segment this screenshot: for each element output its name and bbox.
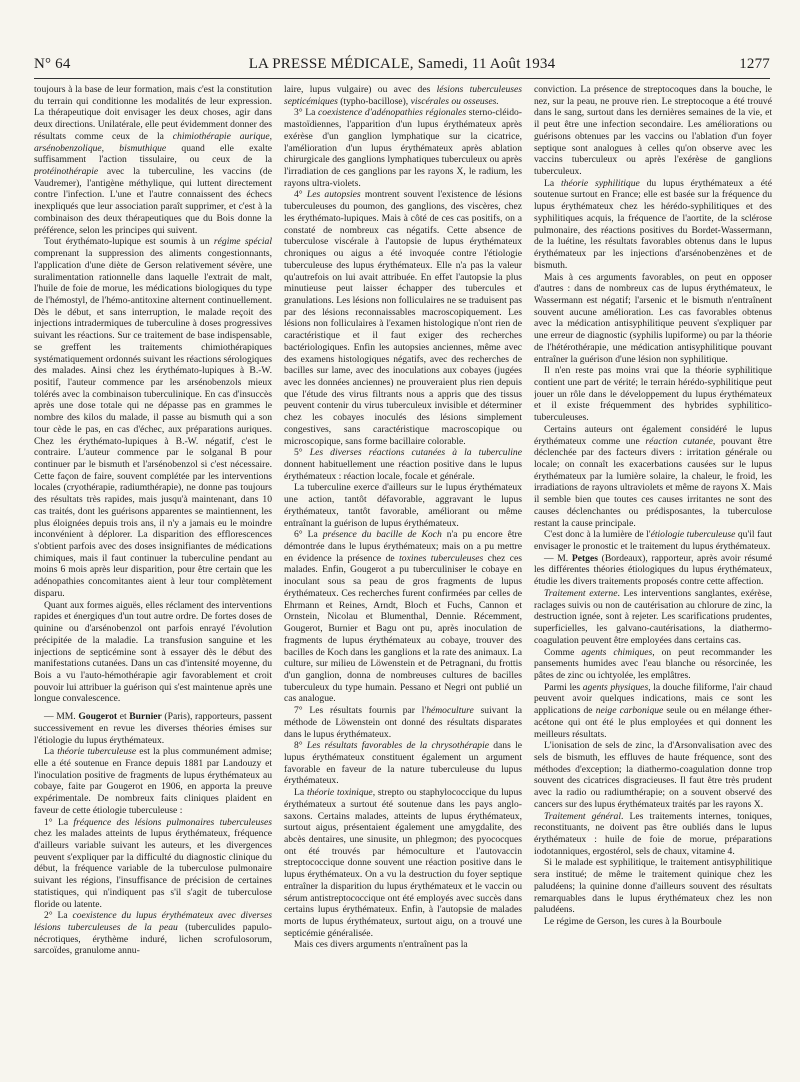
text-run: (Bordeaux), rapporteur, après avoir résumé les différentes théories étiologiques du lupus érythémateux, étudie les divers traitements proposés contre cette affection.	[534, 552, 772, 588]
text-run: Quant aux formes aiguës, elles réclament des interventions rapides et énergiques d'un tout autre ordre. De fortes doses de quinine ou d'arsénobenzol ont parfois enrayé l'évolution précipitée de la maladie. La transfusion sanguine et les injections de septicémine sont à essayer dès le début des manifestations cutanées. Dans un cas d'intensité moyenne, du Bois a vu l'auto-hémothérapie agir favorablement et croit pouvoir lui attribuer la guérison qui s'est maintenue après une longue convalescence.	[34, 599, 272, 705]
text-run: chez les malades atteints de lupus érythémateux, fréquence d'ailleurs variable suivant les auteurs, et les divergences peuvent s'expliquer par la difficulté du diagnostic clinique du début, la fréquence variable de la tuberculose pulmonaire suivant les régions, l'insuffisance de précision de certaines statistiques, qui n'indiquent pas s'il s'agit de tuberculose floride ou latente.	[34, 828, 272, 910]
paragraph	[534, 916, 772, 928]
paragraph	[534, 529, 772, 552]
text-run: 4°	[294, 189, 307, 201]
text-run: seule ou en mélange éther-acétone qui ont été le plus employées et qui donnent les meilleurs résultats.	[534, 705, 772, 740]
paragraph	[534, 740, 772, 810]
italic-text: réaction cutanée	[645, 435, 713, 447]
text-run: n'a pu encore être démontrée dans le lupus érythémateux; mais on a pu mettre en évidence la présence de	[284, 529, 522, 564]
paragraph	[534, 553, 772, 588]
italic-text: Traitement externe	[544, 587, 618, 599]
paragraph	[534, 424, 772, 529]
text-run: , pouvant être déclenchée par des facteurs divers : irritation générale ou locale; on connaît les exacerbations causées sur le lupus érythémateux par la lumière solaire, la chaleur, le froid, les irradiations de rayons ultraviolets et même de rayons X. Mais il semble bien que toutes ces causes irritantes ne sont des causes déclenchantes ou prédisposantes, la tuberculose restant la cause principale.	[534, 435, 772, 529]
italic-text: Les résultats favorables de la chrysothérapie	[306, 740, 490, 752]
text-run: suivant la méthode de Löwenstein ont donné des résultats disparates dans le lupus érythémateux.	[284, 705, 522, 740]
paragraph	[284, 705, 522, 740]
italic-text: protéinothérapie	[34, 166, 99, 178]
text-run: qu'il faut envisager le pronostic et le traitement du lupus érythémateux.	[534, 529, 772, 553]
author-name: Gougerot	[78, 711, 118, 723]
text-run: Comme	[544, 646, 582, 658]
text-run: et	[117, 711, 130, 723]
text-run: 1° La	[44, 816, 74, 828]
text-run: quand elle exalte suffisamment l'action tissulaire, ou ceux de la	[34, 142, 272, 166]
text-run: 8°	[294, 740, 307, 752]
text-run: est la plus communément admise; elle a été soutenue en France depuis 1881 par Landouzy et l'inoculation positive de fragments de lupus érythémateux au cobaye, faite par Gougerot en 1906, en apporta la preuve expérimentale. De nombreux faits cliniques plaident en faveur de cette étiologie tuberculeuse :	[34, 746, 272, 816]
text-columns	[34, 84, 772, 1074]
text-run: Certains auteurs ont également considéré le lupus érythémateux comme une	[534, 423, 772, 447]
text-run: donnent habituellement une réaction positive dans le lupus érythémateux : réaction locale, focale et générale.	[284, 459, 522, 482]
italic-text: lésions tuberculeuses septicémiques	[284, 84, 522, 107]
column-2	[284, 84, 522, 1074]
paragraph	[34, 600, 272, 705]
paragraph	[284, 529, 522, 705]
text-run: (typho-bacillose),	[337, 95, 411, 107]
text-run: du lupus érythémateux a été soutenue surtout en France; elle est basée sur la fréquence du lupus érythémateux chez les hérédo-syphilitiques et des syphilitiques acquis, la fréquence de l'aortite, de la sclérose pulmonaire, des réactions positives du Bordet-Wassermann, de la luétine, les résultats favorables obtenus dans le lupus érythémateux par les injections d'arsénobenzènes et de bismuth.	[534, 177, 772, 271]
italic-text: viscérales ou osseuses.	[410, 95, 499, 107]
text-run: 3° La	[294, 107, 319, 119]
italic-text: théorie syphilitique	[560, 177, 640, 189]
text-run: La tuberculine exerce d'ailleurs sur le lupus érythémateux une action, tantôt défavorable, aggravant le lupus érythémateux, tantôt favorable, améliorant ou même entraînant la guérison de lupus érythémateux.	[284, 482, 522, 529]
text-run: , la douche filiforme, l'air chaud peuvent avoir quelques indications, mais ce sont les applications de	[534, 681, 772, 717]
text-run: toujours à la base de leur formation, mais c'est la constitution du terrain qui conditionne les modalités de leur expression. La thérapeutique doit envisager les deux choses, agir dans deux directions. Unilatérale, elle peut évidemment donner des résultats comme ceux de la	[34, 84, 272, 142]
text-run: dans le lupus érythémateux constituent également un argument favorable en faveur de la nature tuberculeuse du lupus érythémateux.	[284, 740, 522, 787]
text-run: 2° La	[44, 910, 73, 922]
paragraph	[534, 811, 772, 858]
text-run: Si le malade est syphilitique, le traitement antisyphilitique sera institué; de même le traitement quinique chez les paludéens; la quinine donne d'ailleurs souvent des résultats remarquables dans le lupus érythémateux chez les non paludéens.	[534, 857, 772, 916]
text-run: (tuberculides papulo-nécrotiques, érythème induré, lichen scrofulosorum, sarcoïdes, granulome annu-	[34, 922, 272, 957]
paragraph	[534, 365, 772, 424]
paragraph	[34, 236, 272, 599]
page-number: 1277	[739, 56, 770, 72]
paragraph	[34, 817, 272, 911]
italic-text: chimiothérapie aurique, arsénobenzolique, bismuthique	[34, 130, 272, 154]
text-run: C'est donc à la lumière de l'	[544, 529, 651, 541]
text-run: Mais ces divers arguments n'entraînent pas la	[294, 939, 468, 951]
text-run: avec la tuberculine, les vaccins (de Vaudremer), l'antigène méthylique, qui luttent directement contre l'infection. L'une et l'autre connaissent des échecs inexpliqués que leur association paraît supprimer, et c'est à la combinaison des deux thérapeutiques que du Bois donne la préférence, selon les principes qui suivent.	[34, 166, 272, 236]
italic-text: fréquence des lésions pulmonaires tuberculeuses	[73, 816, 272, 828]
author-name: Burnier	[129, 711, 162, 723]
text-run: . Les interventions sanglantes, exérèse, raclages suivis ou non de cautérisation au chlorure de zinc, la destruction ignée, sont à rejeter. Les scarifications prudentes, superficielles, les galvano-cautérisations, la diathermo-coagulation peuvent être employées dans certains cas.	[534, 587, 772, 646]
text-run: . Les traitements internes, toniques, reconstituants, ne doivent pas être oubliés dans le lupus érythémateux : huile de foie de morue, préparations iodotanniques, ergostérol, sels de chaux, vitamine 4.	[534, 810, 772, 857]
text-run: — MM.	[44, 711, 79, 723]
column-3	[534, 84, 772, 1074]
text-run: (Paris), rapporteurs, passent successivement en revue les diverses théories émises sur l'étiologie du lupus érythémateux.	[34, 711, 272, 746]
text-run: Tout érythémato-lupique est soumis à un	[44, 236, 214, 248]
paragraph	[284, 447, 522, 482]
text-run: Parmi les	[544, 681, 583, 693]
text-run: Il n'en reste pas moins vrai que la théorie syphilitique contient une part de vérité; le terrain hérédo-syphilitique peut jouer un rôle dans le développement du lupus érythémateux et il existe fréquemment des hybrides syphilitico-tuberculeuses.	[534, 365, 772, 424]
italic-text: coexistence d'adénopathies régionales	[318, 107, 467, 119]
text-run: 5°	[294, 447, 310, 459]
text-run: 6° La	[294, 529, 323, 541]
italic-text: théorie toxinique	[306, 787, 373, 799]
paragraph	[284, 107, 522, 189]
text-run: , strepto ou staphylococcique du lupus érythémateux a surtout été soutenue dans les pays anglo-saxons. Certains malades, atteints de lupus érythémateux, surtout aigus, présentaient également une amygdalite, des abcès dentaires, une sinusite, un phlegmon; des pyococques ont été trouvés par hémoculture et l'autovaccin streptococcique donne souvent une réaction positive dans le lupus érythémateux. On a vu la destruction du foyer septique entraîner la disparition du lupus érythémateux et le vaccin ou sérum antistreptococcique ont été employés avec succès dans certains lupus érythémateux. Enfin, à l'autopsie de malades morts de lupus érythémateux, surtout aigu, on a trouvé une septicémie généralisée.	[284, 787, 522, 939]
paragraph	[534, 682, 772, 741]
text-run: 7° Les résultats fournis par l'	[294, 705, 427, 717]
italic-text: hémoculture	[426, 705, 474, 717]
paragraph	[284, 740, 522, 787]
italic-text: toxines tuberculeuses	[399, 552, 484, 564]
italic-text: régime spécial	[213, 236, 272, 248]
issue-number: N° 64	[34, 56, 71, 72]
paragraph	[534, 272, 772, 366]
column-1	[34, 84, 272, 1074]
paragraph	[284, 939, 522, 951]
paragraph	[284, 189, 522, 447]
italic-text: agents physiques	[582, 681, 649, 693]
italic-text: agents chimiques	[581, 646, 653, 658]
text-run: L'ionisation de sels de zinc, la d'Arsonvalisation avec des sels de bismuth, les effluves de haute fréquence, sont des méthodes d'exception; la diathermo-coagulation donne trop souvent des cicatrices disgracieuses. Il faut être très prudent avec la radio ou radiumthérapie; on a souvent observé des cancers sur des lupus érythémateux traités par les rayons X.	[534, 740, 772, 810]
italic-text: présence du bacille de Koch	[322, 529, 442, 541]
text-run: — M.	[544, 552, 572, 564]
paragraph	[34, 711, 272, 746]
paragraph	[34, 910, 272, 957]
text-run: laire, lupus vulgaire) ou avec des	[284, 84, 437, 95]
text-run: conviction. La présence de streptocoques dans la bouche, le nez, sur la peau, ne prouve rien. Le streptocoque a été trouvé dans le sang, surtout dans les dernières semaines de la vie, et il peut être une infection secondaire. Les améliorations ou guérisons obtenues par les vaccins ou l'ablation d'un foyer septique sont analogues à celles qu'on observe avec les vaccins tuberculeux ou après l'exérèse de ganglions tuberculeux.	[534, 84, 772, 178]
text-run: comprenant la suppression des aliments congestionnants, l'application d'une diète de Gerson relativement sévère, une suralimentation rationnelle dans laquelle l'extrait de malt, l'huile de foie de morue, les médications biologiques du type de l'hémostyl, de l'hémo-antitoxine alternent continuellement. Dès le début, et sans interruption, le malade reçoit des injections intradermiques de tuberculine à doses progressives suivant les réactions. Sur ce traitement de base indispensable, se greffent les traitements chimiothérapiques systématiquement ordonnés suivant les réactions sérologiques des malades. Ainsi chez les érythémato-lupiques à B.-W. positif, l'auteur commence par les arsénobenzols mieux tolérés avec la combinaison tuberculinique. En cas d'insuccès après une dose totale qui ne dépasse pas en grammes le nombre des kilos du malade, il passe au bismuth qui a son tour cède le pas, en cas d'échec, aux préparations auriques. Chez les érythémato-lupiques à B.-W. négatif, c'est le contraire. L'auteur commence par le solganal B pour continuer par le bismuth et l'arsénobenzol si c'est nécessaire. Cette façon de faire, souvent complétée par les interventions locales (cryothérapie, radiumthérapie), ne donne pas toujours des résultats très rapides, mais jusqu'à maintenant, dans 10 cas traités, dont les guérisons apparentes se maintiennent, les plus éloignées depuis trois ans, il n'y a jamais eu le moindre inconvénient à déplorer. La disparition des efflorescences s'obtient parfois avec des doses insignifiantes de médications chimiques, mais il faut continuer la tuberculine pendant au moins 6 mois après leur disparition, pour être certain que les adénopathies concomitantes aient à leur tour complètement disparu.	[34, 248, 272, 599]
paragraph	[534, 178, 772, 272]
text-run: Mais à ces arguments favorables, on peut en opposer d'autres : dans de nombreux cas de lupus érythémateux, le Wassermann est négatif; l'arsenic et le bismuth n'entraînent souvent aucune amélioration. Les cas favorables obtenus avec la médication antisyphilitique peuvent s'expliquer par une erreur de diagnostic (syphilis lupiforme) ou par la théorie de l'hétérothérapie, une médication antisyphilitique pouvant entraîner la guérison d'une lésion non syphilitique.	[534, 271, 772, 365]
italic-text: étiologie tuberculeuse	[650, 529, 736, 541]
paragraph	[34, 746, 272, 816]
paragraph	[534, 588, 772, 647]
text-run: Le régime de Gerson, les cures à la Bourboule	[544, 916, 722, 928]
italic-text: Traitement général	[544, 810, 621, 822]
text-run: La	[544, 177, 561, 189]
text-run: La	[294, 787, 307, 799]
paragraph	[34, 84, 272, 236]
text-run: , on peut recommander les pansements humides avec l'eau blanche ou résorcinée, les pâtes de zinc ou ichtyolée, les emplâtres.	[534, 646, 772, 681]
italic-text: Les autopsies	[306, 189, 361, 201]
text-run: montrent souvent l'existence de lésions tuberculeuses du poumon, des ganglions, des viscères, chez les érythémato-lupiques. Mais à côté de ces cas positifs, on a constaté de nombreux cas négatifs. Cette absence de tuberculose viscérale à l'autopsie de lupus érythémateux chroniques ou aigus a été invoquée contre l'étiologie tuberculeuse des lupus érythémateux. Elle n'a pas la valeur qu'autrefois on lui avait attribuée. En effet l'autopsie la plus minutieuse peut laisser échapper des tubercules et granulations. Les lésions non folliculaires ne se traduisent pas par des lésions reconnaissables macroscopiquement. Les lésions non folliculaires à l'examen histologique n'ont rien de caractéristique et il faut exiger des recherches bactériologiques. Enfin les autopsies anciennes, même avec des examens histologiques négatifs, avec des recherches de bacilles sur lame, avec des inoculations aux cobayes (jugées avec les données anciennes) ne prouveraient plus rien depuis que l'étude des virus filtrants nous a appris que des tissus peuvent contenir du virus tuberculeux invisible et déterminer chez les cobayes inoculés des lésions simplement congestives, sans caractéristique macroscopique ou microscopique, sans forme bacillaire colorable.	[284, 189, 522, 447]
italic-text: coexistence du lupus érythémateux avec diverses lésions tuberculeuses de la peau	[34, 910, 272, 934]
paragraph	[534, 647, 772, 682]
text-run: sterno-cléido-mastoïdiennes, l'apparition d'un lupus érythémateux après exérèse d'un ganglion lymphatique sur la cicatrice, l'amélioration d'un lupus érythémateux après ablation chirurgicale des ganglions lymphatiques tuberculeux ou après l'irradiation de ces ganglions par les rayons X, le radium, les rayons ultra-violets.	[284, 107, 522, 189]
paragraph	[534, 84, 772, 178]
paragraph	[284, 787, 522, 939]
paragraph	[284, 84, 522, 107]
text-run: chez ces malades. Enfin, Gougerot a pu tuberculiniser le cobaye en inoculant sous sa peau de gros fragments de lupus érythémateux. Ces recherches furent confirmées par celles de Ehrmann et Reines, Arndt, Bloch et Fuchs, Cannon et Ornstein, Nicolau et Blumenthal, Dennie. Récemment, Gougerot, Burnier et Bagu ont pu, après inoculation de fragments de lupus érythémateux au cobaye, trouver des bacilles de Koch dans les ganglions et la rate des animaux. La culture, sur milieu de Löwenstein et de Petragnani, du frottis d'un ganglion, donna de nombreuses cultures de bacilles tuberculeux du type humain. Pessano et Negri ont publié un cas analogue.	[284, 552, 522, 705]
journal-title: LA PRESSE MÉDICALE, Samedi, 11 Août 1934	[248, 56, 556, 72]
paragraph	[284, 482, 522, 529]
author-name: Petges	[571, 552, 598, 564]
page-header	[34, 56, 770, 76]
italic-text: théorie tuberculeuse	[57, 746, 137, 758]
paragraph	[534, 857, 772, 916]
italic-text: Les diverses réactions cutanées à la tuberculine	[309, 447, 522, 459]
header-rule	[34, 78, 770, 79]
italic-text: neige carbonique	[595, 705, 664, 717]
text-run: La	[44, 746, 58, 758]
